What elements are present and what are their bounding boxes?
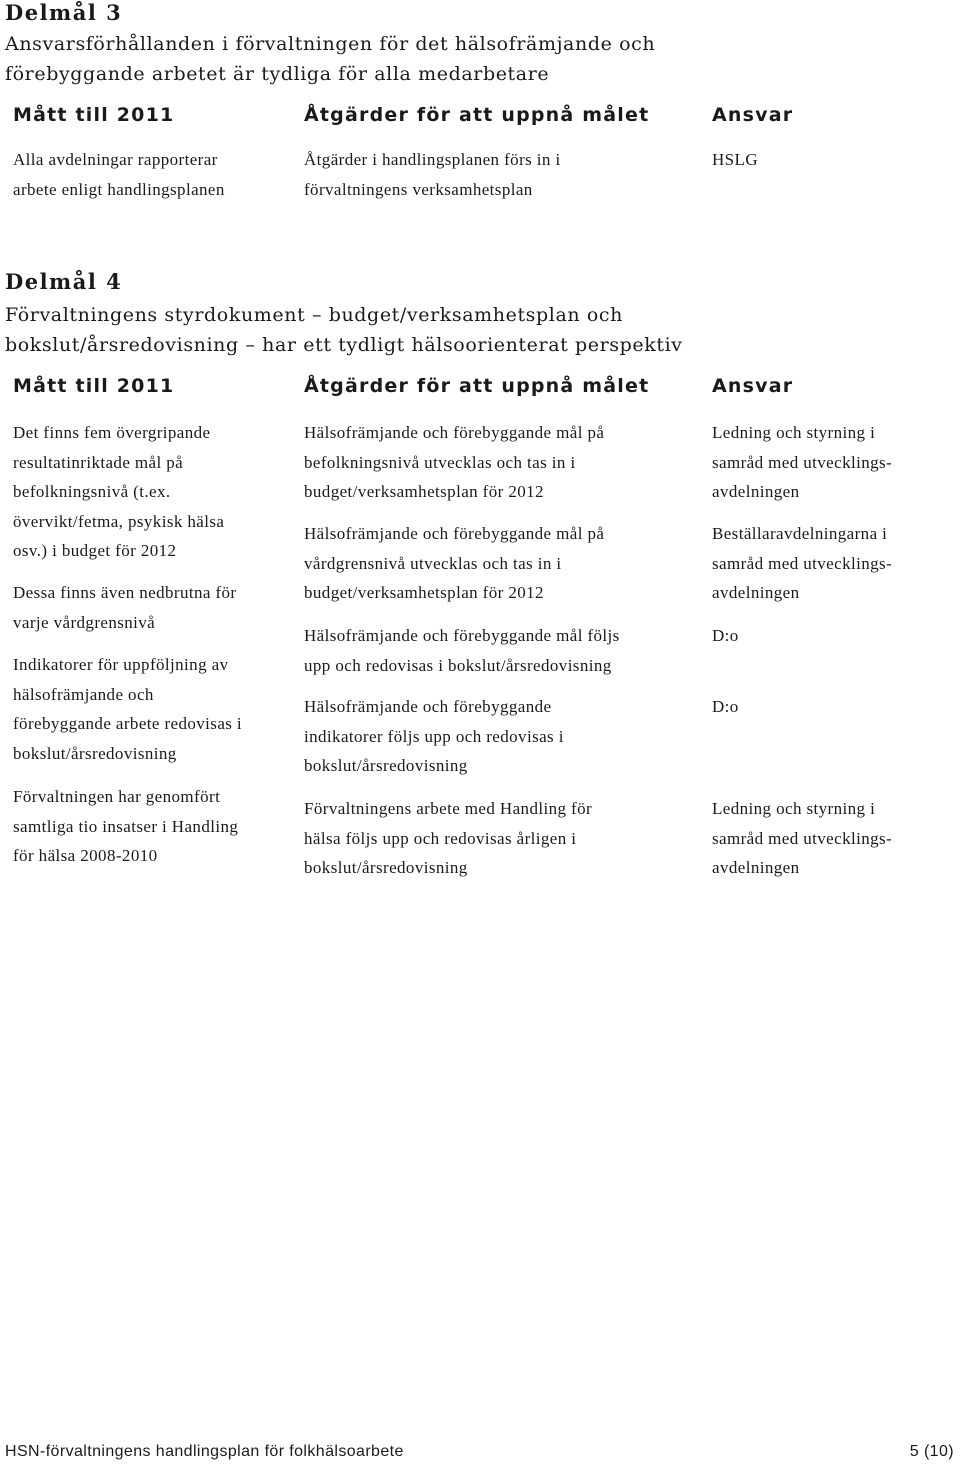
delmal4-atgarder-item: Hälsofrämjande och förebyggande mål följs upp och redovisas i bokslut/årsredovisning [304, 626, 620, 675]
delmal4-atgarder-item: Hälsofrämjande och förebyggande mål på befolkningsnivå utvecklas och tas in i budget/verksamhetsplan för 2012 [304, 423, 605, 501]
delmal4-header-ansvar: Ansvar [712, 375, 794, 397]
delmal4-matt-item: Det finns fem övergripande resultatinriktade mål på befolkningsnivå (t.ex. övervikt/fetma, psykisk hälsa osv.) i budget för 2012 [13, 423, 225, 560]
delmal3-matt-cell: Alla avdelningar rapporterar arbete enligt handlingsplanen [13, 150, 225, 199]
delmal4-ansvar-item: Beställaravdelningarna i samråd med utvecklings- avdelningen [712, 524, 893, 602]
delmal4-subtitle-line2: bokslut/årsredovisning – har ett tydligt hälsoorienterat perspektiv [5, 334, 683, 356]
delmal4-ansvar-item: Ledning och styrning i samråd med utvecklings- avdelningen [712, 423, 893, 501]
footer-title: HSN-förvaltningens handlingsplan för folkhälsoarbete [5, 1443, 404, 1460]
delmal3-header-matt: Mått till 2011 [13, 104, 175, 126]
delmal3-header-atgarder: Åtgärder för att uppnå målet [304, 104, 650, 126]
delmal4-atgarder-item: Hälsofrämjande och förebyggande indikatorer följs upp och redovisas i bokslut/årsredovisning [304, 697, 564, 775]
delmal4-atgarder-item: Hälsofrämjande och förebyggande mål på vårdgrensnivå utvecklas och tas in i budget/verksamhetsplan för 2012 [304, 524, 605, 602]
delmal4-ansvar-item: D:o [712, 697, 739, 716]
delmal4-title: Delmål 4 [5, 269, 123, 294]
delmal3-subtitle-line2: förebyggande arbetet är tydliga för alla medarbetare [5, 63, 550, 85]
delmal4-ansvar-item: D:o [712, 626, 739, 645]
delmal4-matt-item: Dessa finns även nedbrutna för varje vårdgrensnivå [13, 583, 237, 632]
delmal3-subtitle-line1: Ansvarsförhållanden i förvaltningen för det hälsofrämjande och [5, 33, 656, 55]
footer-page-number: 5 (10) [909, 1443, 954, 1460]
delmal3-header-ansvar: Ansvar [712, 104, 794, 126]
delmal3-title: Delmål 3 [5, 0, 123, 25]
delmal4-subtitle-line1: Förvaltningens styrdokument – budget/verksamhetsplan och [5, 304, 623, 326]
delmal4-atgarder-item: Förvaltningens arbete med Handling för hälsa följs upp och redovisas årligen i bokslut/årsredovisning [304, 799, 593, 877]
delmal3-atgarder-cell: Åtgärder i handlingsplanen förs in i förvaltningens verksamhetsplan [304, 150, 561, 199]
delmal4-matt-item: Indikatorer för uppföljning av hälsofrämjande och förebyggande arbete redovisas i bokslut/årsredovisning [13, 655, 243, 763]
delmal3-ansvar-cell: HSLG [712, 150, 758, 169]
delmal4-matt-item: Förvaltningen har genomfört samtliga tio insatser i Handling för hälsa 2008-2010 [13, 787, 239, 865]
delmal4-header-matt: Mått till 2011 [13, 375, 175, 397]
delmal4-header-atgarder: Åtgärder för att uppnå målet [304, 375, 650, 397]
delmal4-ansvar-item: Ledning och styrning i samråd med utvecklings- avdelningen [712, 799, 893, 877]
